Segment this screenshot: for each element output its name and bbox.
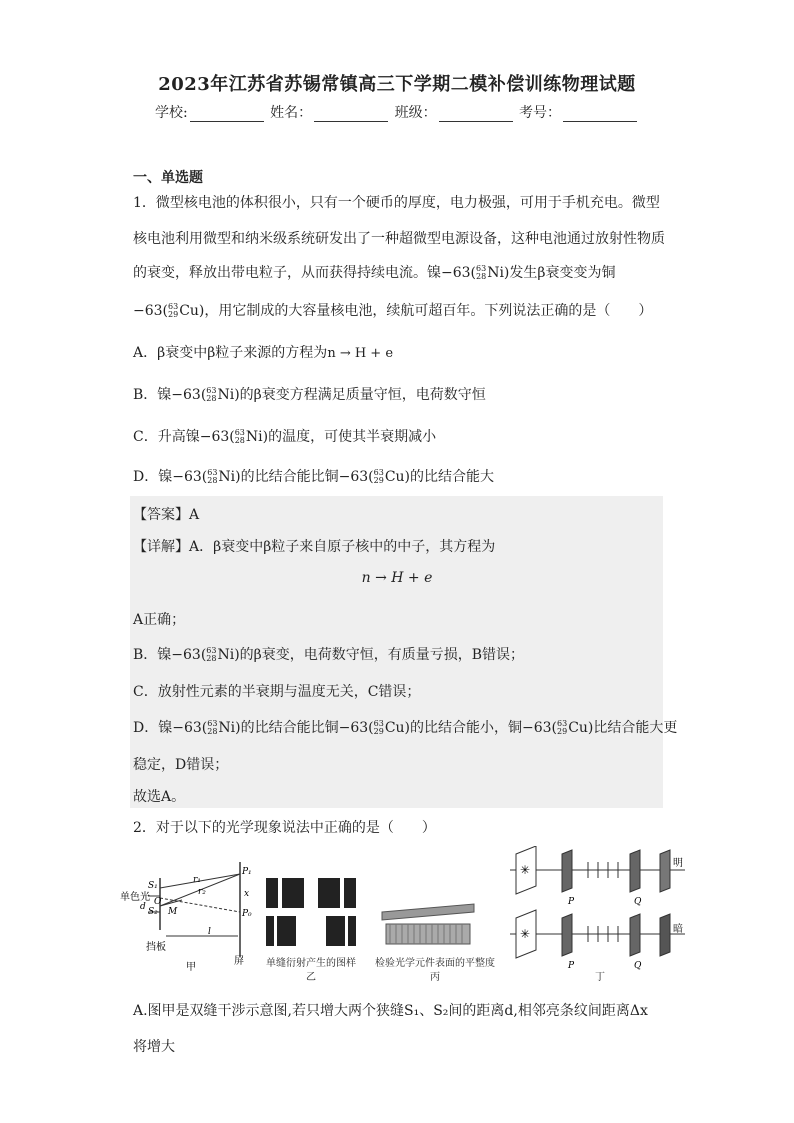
svg-text:P₀: P₀ [242, 909, 252, 919]
answer-detail: 【详解】A．β衰变中β粒子来自原子核中的中子，其方程为 [133, 539, 496, 555]
svg-text:甲: 甲 [186, 962, 196, 972]
svg-text:明: 明 [673, 858, 683, 869]
name-blank [314, 107, 388, 122]
svg-text:r₁: r₁ [193, 875, 201, 885]
answer-equation: n → H + e [361, 570, 433, 586]
number-label: 考号： [519, 105, 562, 121]
figure-bing-label: 丙 [430, 972, 440, 983]
svg-text:✳: ✳ [520, 863, 531, 877]
svg-text:P₁: P₁ [242, 867, 252, 877]
svg-text:单色光: 单色光 [120, 892, 150, 903]
answer-choose: 故选A。 [133, 789, 186, 805]
svg-text:S₂: S₂ [148, 907, 158, 917]
svg-text:Q: Q [634, 897, 642, 907]
section-heading: 一、单选题 [133, 170, 203, 186]
svg-text:S₁: S₁ [148, 881, 158, 891]
svg-text:x: x [244, 889, 250, 899]
svg-text:O: O [154, 897, 162, 907]
answer-a: A正确； [133, 612, 186, 628]
q1-line2: 核电池利用微型和纳米级系统研发出了一种超微型电源设备，这种电池通过放射性物质 [133, 231, 665, 247]
figure-yi-label: 乙 [306, 972, 316, 983]
figure-jia-double-slit [118, 862, 258, 972]
class-blank [439, 107, 513, 122]
svg-text:M: M [168, 907, 178, 917]
answer-label: 【答案】A [133, 507, 200, 523]
q2-option-a-line1: A.图甲是双缝干涉示意图,若只增大两个狭缝S₁、S₂间的距离d,相邻亮条纹间距离Δx [133, 1003, 648, 1019]
figure-ding-label: 丁 [595, 972, 605, 983]
student-info-row [0, 102, 794, 122]
q1-line4: −63(63 29Cu)，用它制成的大容量核电池，续航可超百年。下列说法正确的是（ ） [133, 302, 653, 319]
figure-yi-caption: 单缝衍射产生的图样 [266, 958, 356, 969]
school-label: 学校: [154, 105, 188, 121]
cu-nuclide: 63 29 [168, 302, 179, 319]
answer-b: B．镍−63(63 28Ni)的β衰变，电荷数守恒，有质量亏损，B错误； [133, 646, 525, 663]
q1-option-c: C．升高镍−63(63 28Ni)的温度，可使其半衰期减小 [133, 428, 437, 445]
svg-text:P: P [568, 897, 575, 907]
class-label: 班级： [394, 105, 437, 121]
q2-option-a-line2: 将增大 [133, 1039, 175, 1055]
answer-c: C．放射性元素的半衰期与温度无关，C错误； [133, 684, 421, 700]
svg-text:✳: ✳ [520, 927, 531, 941]
answer-d-line2: 稳定，D错误； [133, 757, 229, 773]
svg-text:暗: 暗 [673, 924, 683, 935]
figure-yi-pattern-top [266, 878, 356, 908]
figure-bing-flatness [380, 900, 480, 950]
svg-text:r₂: r₂ [198, 887, 206, 897]
ni-nuclide: 63 28 [476, 264, 487, 281]
figure-yi-pattern-bottom [266, 916, 356, 946]
figure-bing-caption: 检验光学元件表面的平整度 [375, 958, 495, 969]
svg-text:屏: 屏 [234, 956, 244, 967]
school-blank [190, 107, 264, 122]
q1-option-d: D．镍−63(63 28Ni)的比结合能比铜−63(63 29Cu)的比结合能大 [133, 468, 495, 485]
figure-ding-polarization [510, 846, 690, 976]
svg-text:P: P [568, 961, 575, 971]
answer-d: D．镍−63(63 28Ni)的比结合能比铜−63(63 29Cu)的比结合能小，铜−63(63 29Cu)比结合能大更 [133, 719, 678, 736]
page-title: 2023年江苏省苏锡常镇高三下学期二模补偿训练物理试题 [158, 74, 636, 95]
q2-stem: 2．对于以下的光学现象说法中正确的是（ ） [133, 820, 436, 836]
q1-line1: 1．微型核电池的体积很小，只有一个硬币的厚度，电力极强，可用于手机充电。微型 [133, 195, 660, 211]
svg-text:挡板: 挡板 [146, 942, 166, 953]
svg-text:Q: Q [634, 961, 642, 971]
number-blank [563, 107, 637, 122]
svg-text:l: l [208, 927, 211, 937]
q1-option-b: B．镍−63(63 28Ni)的β衰变方程满足质量守恒，电荷数守恒 [133, 386, 486, 403]
svg-text:d: d [140, 902, 146, 912]
name-label: 姓名： [270, 105, 313, 121]
q1-option-a: A．β衰变中β粒子来源的方程为n → H + e [133, 345, 394, 361]
q1-line3: 的衰变，释放出带电粒子，从而获得持续电流。镍−63(63 28Ni)发生β衰变变为铜 [133, 264, 616, 281]
